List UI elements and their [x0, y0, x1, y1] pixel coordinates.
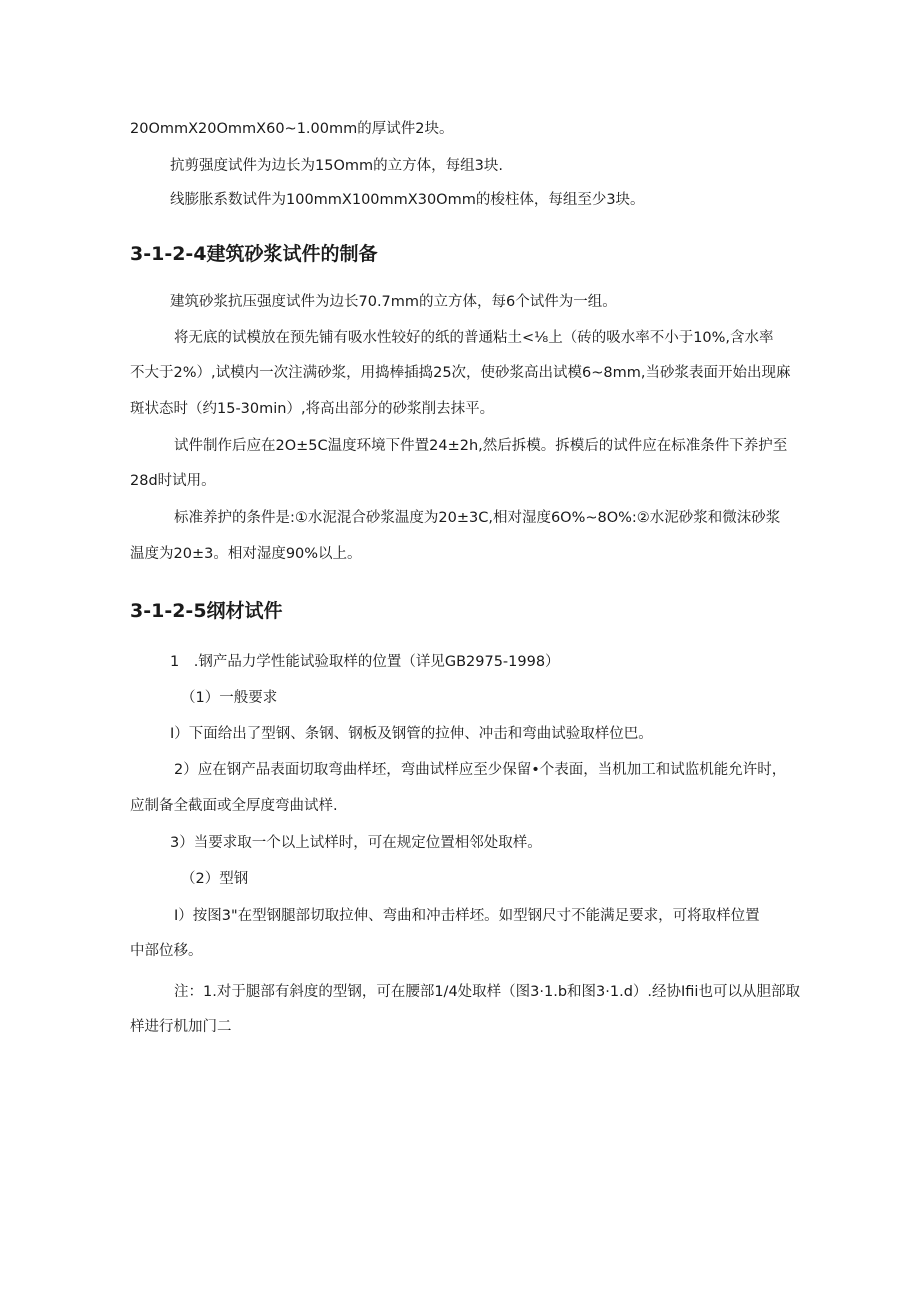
paragraph-line: 不大于2%）,试模内一次注满砂浆，用捣棒插捣25次，使砂浆高出试模6~8mm,当砂浆表面开始出现麻: [130, 365, 791, 381]
paragraph-line: 斑状态时（约15-30min）,将高出部分的砂浆削去抹平。: [130, 401, 495, 417]
paragraph-line: I）下面给出了型钢、条钢、钢板及钢管的拉伸、冲击和弯曲试验取样位巴。: [170, 726, 653, 742]
paragraph-line: 注：1.对于腿部有斜度的型钢，可在腰部1/4处取样（图3·1.b和图3·1.d）.经协Ifii也可以从胆部取: [174, 984, 800, 1000]
paragraph-line: 2）应在钢产品表面切取弯曲样坯，弯曲试样应至少保留•个表面，当机加工和试监机能允许时，: [174, 762, 787, 778]
paragraph-line: （2）型钢: [181, 871, 249, 887]
paragraph-line: 抗剪强度试件为边长为15Omm的立方体，每组3块.: [170, 158, 503, 174]
paragraph-line: 将无底的试模放在预先铺有吸水性较好的纸的普通粘土<⅛上（砖的吸水率不小于10%,含水率: [174, 330, 774, 346]
paragraph-line: 标准养护的条件是:①水泥混合砂浆温度为20±3C,相对湿度6O%~8O%:②水泥砂浆和微沫砂浆: [174, 510, 781, 526]
paragraph-line: 28d时试用。: [130, 473, 216, 489]
paragraph-line: 中部位移。: [130, 943, 203, 959]
paragraph-line: 应制备全截面或全厚度弯曲试样.: [130, 798, 338, 814]
paragraph-line: 线膨胀系数试件为100mmX100mmX30Omm的梭柱体，每组至少3块。: [170, 192, 645, 208]
paragraph-line: 温度为20±3。相对湿度90%以上。: [130, 546, 362, 562]
paragraph-line: 3）当要求取一个以上试样时，可在规定位置相邻处取样。: [170, 835, 542, 851]
paragraph-line: 建筑砂浆抗压强度试件为边长70.7mm的立方体，每6个试件为一组。: [170, 294, 617, 310]
section-heading: 3-1-2-5纲材试件: [130, 600, 283, 622]
paragraph-line: 样进行机加门二: [130, 1019, 232, 1035]
paragraph-line: （1）一般要求: [181, 690, 278, 706]
paragraph-line: 试件制作后应在2O±5C温度环境下件置24±2h,然后拆模。拆模后的试件应在标准条件下养护至: [174, 438, 788, 454]
paragraph-line: 20OmmX20OmmX60~1.00mm的厚试件2块。: [130, 121, 454, 137]
section-heading: 3-1-2-4建筑砂浆试件的制备: [130, 243, 378, 265]
paragraph-line: I）按图3"在型钢腿部切取拉伸、弯曲和冲击样坯。如型钢尺寸不能满足要求，可将取样位置: [174, 908, 760, 924]
paragraph-line: 1 .钢产品力学性能试验取样的位置（详见GB2975-1998）: [170, 654, 560, 670]
